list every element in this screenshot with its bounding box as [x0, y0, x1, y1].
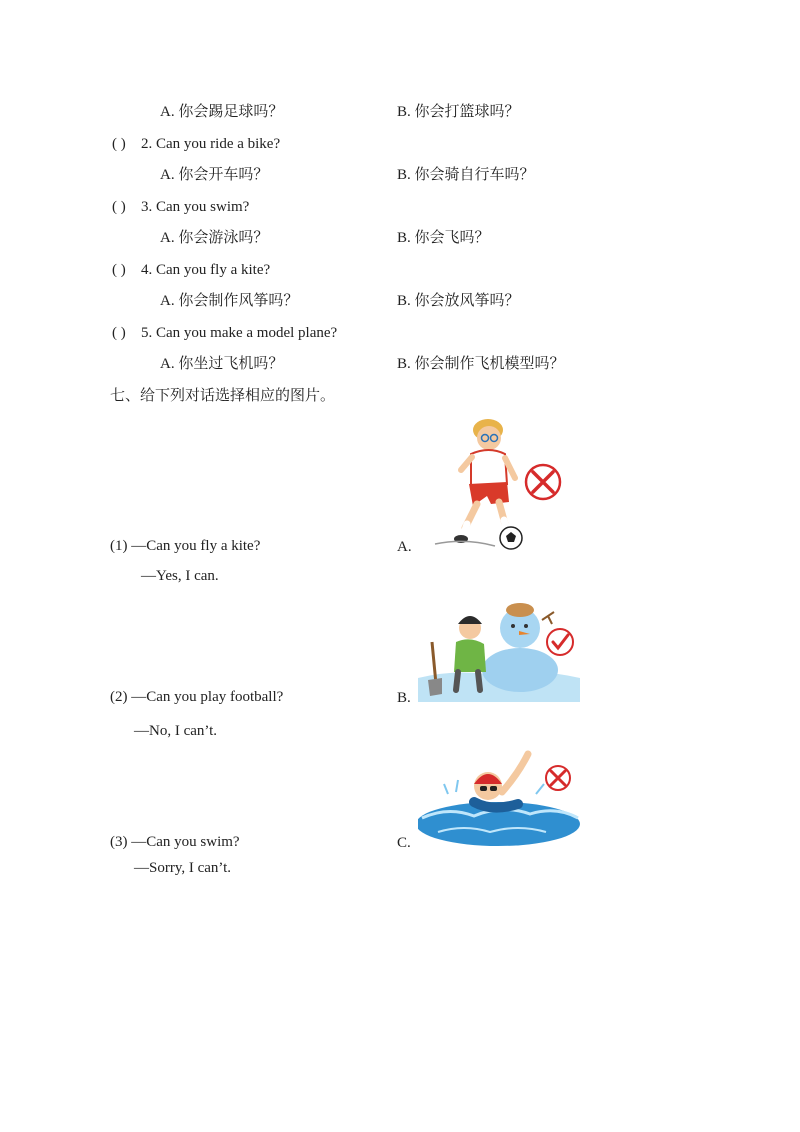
q3-answer-blank[interactable]: ( ) [112, 199, 126, 215]
q2-answer-blank[interactable]: ( ) [112, 136, 126, 152]
q3-option-b: B. 你会飞吗？ [397, 230, 490, 246]
cross-icon [526, 465, 560, 499]
option-a-label: A. [397, 539, 412, 555]
option-c-label: C. [397, 835, 411, 851]
dialog-3-question: (3) —Can you swim? [110, 834, 240, 850]
q5-option-a: A. 你坐过飞机吗？ [160, 356, 284, 372]
q3-option-a: A. 你会游泳吗？ [160, 230, 269, 246]
cross-icon [546, 766, 570, 790]
check-icon [547, 629, 573, 655]
dialog-3-answer: —Sorry, I can’t. [134, 860, 232, 876]
q2-stem: 2. Can you ride a bike? [141, 136, 281, 152]
dialog-1-answer: —Yes, I can. [141, 568, 219, 584]
q5-stem: 5. Can you make a model plane? [141, 325, 338, 341]
dialog-1-question: (1) —Can you fly a kite? [110, 538, 261, 554]
snowman-picture[interactable] [418, 598, 580, 702]
q5-answer-blank[interactable]: ( ) [112, 325, 126, 341]
q5-option-b: B. 你会制作飞机模型吗？ [397, 356, 565, 372]
section7-title: 七、给下列对话选择相应的图片。 [110, 388, 336, 404]
q1-option-b: B. 你会打篮球吗？ [397, 104, 520, 120]
q1-option-a: A. 你会踢足球吗？ [160, 104, 284, 120]
q4-option-b: B. 你会放风筝吗？ [397, 293, 520, 309]
q2-option-a: A. 你会开车吗？ [160, 167, 269, 183]
swimmer-picture[interactable] [418, 744, 580, 848]
q4-option-a: A. 你会制作风筝吗？ [160, 293, 299, 309]
football-icon [500, 527, 522, 549]
football-boy-picture[interactable] [425, 412, 575, 552]
q4-answer-blank[interactable]: ( ) [112, 262, 126, 278]
dialog-2-question: (2) —Can you play football? [110, 689, 284, 705]
q2-option-b: B. 你会骑自行车吗？ [397, 167, 535, 183]
option-b-label: B. [397, 690, 411, 706]
q3-stem: 3. Can you swim? [141, 199, 250, 215]
football-boy-illustration [435, 419, 518, 546]
dialog-2-answer: —No, I can’t. [134, 723, 218, 739]
q4-stem: 4. Can you fly a kite? [141, 262, 271, 278]
